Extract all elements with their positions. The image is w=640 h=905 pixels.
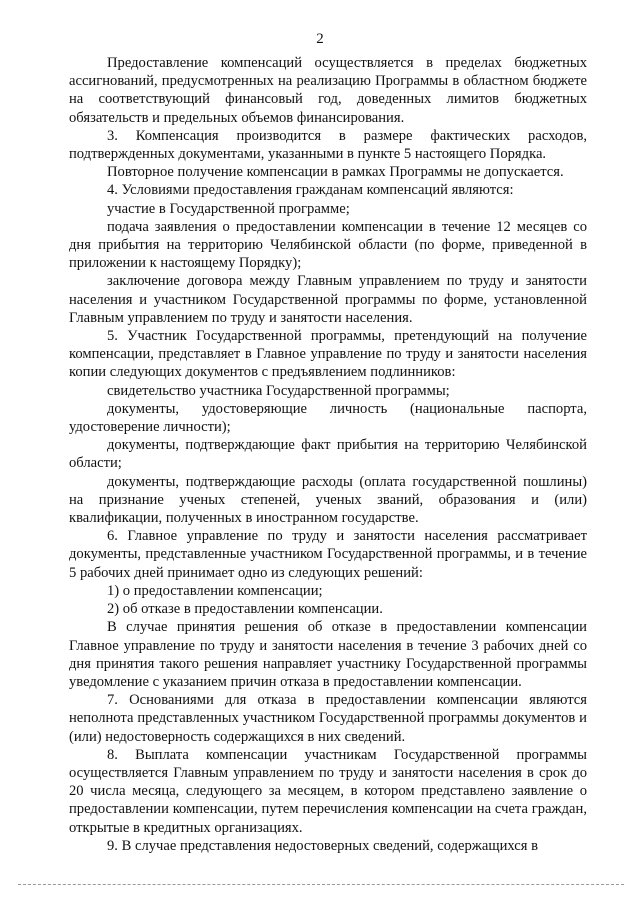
paragraph-refusal-notice: В случае принятия решения об отказе в предоставлении компенсации Главное управление по труду и занятости населения в течение 3 рабочих дней со дня принятия такого решения направляет участнику Государственной программы уведомление с указанием причин отказа в предоставлении компенсации. — [69, 619, 587, 690]
decision-grant: 1) о предоставлении компенсации; — [107, 582, 323, 599]
paragraph-3-compensation-amount: 3. Компенсация производится в размере фактических расходов, подтвержденных документами, указанными в пункте 5 настоящего Порядка. — [69, 127, 587, 163]
document-body — [69, 54, 587, 855]
paragraph-7-refusal-grounds: 7. Основаниями для отказа в предоставлении компенсации являются неполнота представленных участником Государственной программы документов и (или) недостоверность содержащихся в них сведений. — [69, 692, 587, 745]
condition-contract: заключение договора между Главным управлением по труду и занятости населения и участником Государственной программы по форме, установленной Главным управлением по труду и занятости населения. — [69, 273, 587, 326]
document-identity: документы, удостоверяющие личность (национальные паспорта, удостоверение личности); — [69, 400, 587, 436]
page-number: 2 — [316, 31, 324, 47]
paragraph-8-payment: 8. Выплата компенсации участникам Государственной программы осуществляется Главным управлением по труду и занятости населения в срок до 20 числа месяца, следующего за месяцем, в котором представлено заявление о предоставлении компенсации, путем перечисления компенсации на счета граждан, открытые в кредитных организациях. — [69, 746, 587, 836]
paragraph-9-false-information: 9. В случае представления недостоверных сведений, содержащихся в — [107, 837, 538, 854]
decision-refuse: 2) об отказе в предоставлении компенсации. — [107, 601, 383, 618]
paragraph-funding: Предоставление компенсаций осуществляется в пределах бюджетных ассигнований, предусмотренных на реализацию Программы в областном бюджете на соответствующий финансовый год, доведенных лимитов бюджетных обязательств и предельных объемов финансирования. — [69, 55, 587, 126]
document-certificate: свидетельство участника Государственной программы; — [107, 382, 450, 399]
scan-bottom-line — [18, 884, 624, 885]
document-expenses: документы, подтверждающие расходы (оплата государственной пошлины) на признание ученых степеней, ученых званий, образования и (или) квалификации, полученных в иностранном государстве. — [69, 473, 587, 527]
condition-participation: участие в Государственной программе; — [107, 200, 350, 217]
document-arrival: документы, подтверждающие факт прибытия на территорию Челябинской области; — [69, 437, 587, 472]
paragraph-4-conditions: 4. Условиями предоставления гражданам компенсаций являются: — [107, 182, 514, 199]
paragraph-5-documents: 5. Участник Государственной программы, претендующий на получение компенсации, представляет в Главное управление по труду и занятости населения копии следующих документов с предъявлением подлинников: — [69, 328, 587, 381]
paragraph-6-review: 6. Главное управление по труду и занятости населения рассматривает документы, представленные участником Государственной программы, и в течение 5 рабочих дней принимает одно из следующих решений: — [69, 528, 587, 581]
condition-application: подача заявления о предоставлении компенсации в течение 12 месяцев со дня прибытия на территорию Челябинской области (по форме, приведенной в приложении к настоящему Порядку); — [69, 218, 587, 272]
paragraph-repeat-not-allowed: Повторное получение компенсации в рамках Программы не допускается. — [107, 164, 564, 181]
